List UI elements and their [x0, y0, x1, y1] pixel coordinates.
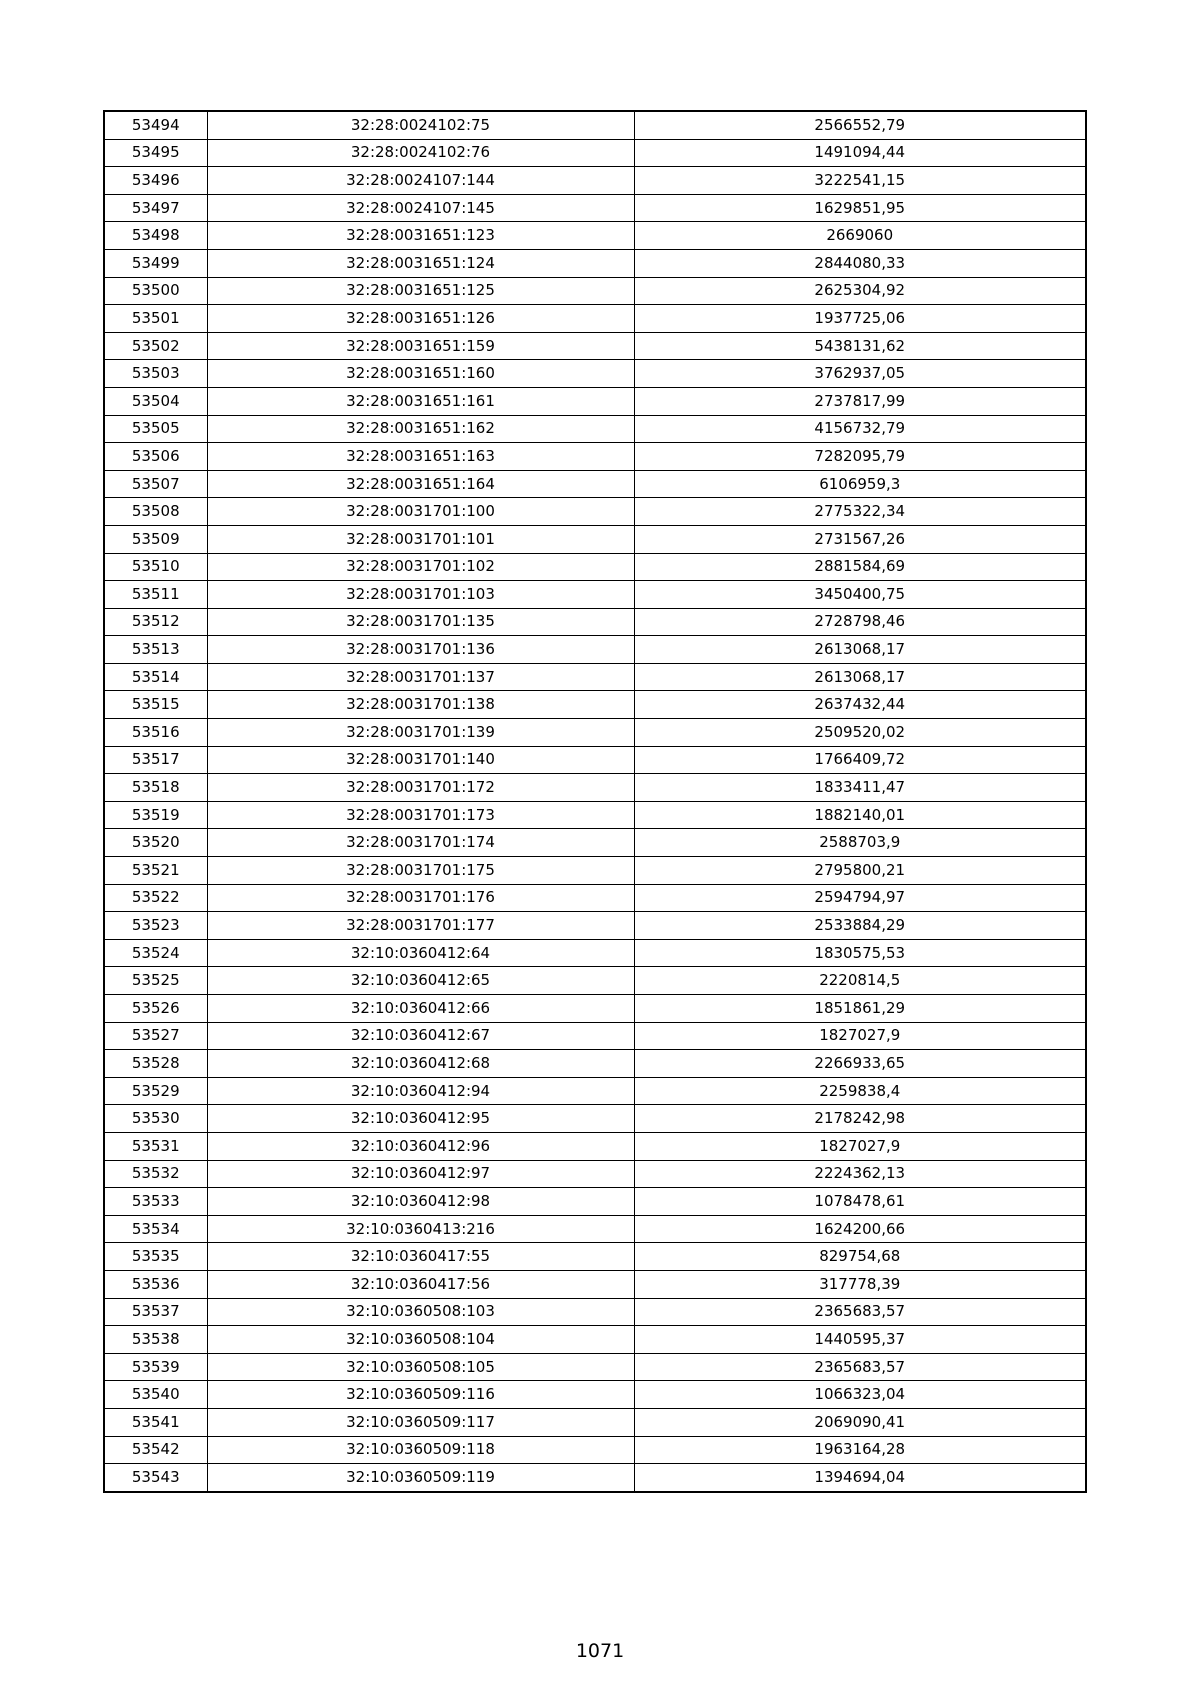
cadastral-number-cell: 32:28:0031701:138	[207, 691, 634, 719]
table-row	[104, 912, 1086, 940]
table-row	[104, 553, 1086, 581]
row-number-cell: 53543	[104, 1464, 207, 1492]
cadastral-value-cell: 2588703,9	[634, 829, 1086, 857]
cadastral-number-cell: 32:28:0031701:176	[207, 884, 634, 912]
row-number-cell: 53515	[104, 691, 207, 719]
cadastral-number-cell: 32:28:0031701:103	[207, 581, 634, 609]
cadastral-number-cell: 32:28:0031651:123	[207, 222, 634, 250]
table-row	[104, 139, 1086, 167]
row-number-cell: 53494	[104, 111, 207, 139]
table-row	[104, 1077, 1086, 1105]
table-row	[104, 249, 1086, 277]
cadastral-value-cell: 4156732,79	[634, 415, 1086, 443]
cadastral-number-cell: 32:28:0031701:137	[207, 663, 634, 691]
row-number-cell: 53528	[104, 1050, 207, 1078]
cadastral-value-cell: 2594794,97	[634, 884, 1086, 912]
cadastral-value-cell: 2224362,13	[634, 1160, 1086, 1188]
cadastral-number-cell: 32:10:0360412:66	[207, 995, 634, 1023]
table-row	[104, 1105, 1086, 1133]
cadastral-value-cell: 2844080,33	[634, 249, 1086, 277]
cadastral-value-cell: 829754,68	[634, 1243, 1086, 1271]
row-number-cell: 53501	[104, 305, 207, 333]
row-number-cell: 53527	[104, 1022, 207, 1050]
table-row	[104, 581, 1086, 609]
table-row	[104, 1160, 1086, 1188]
cadastral-value-cell: 2220814,5	[634, 967, 1086, 995]
cadastral-value-cell: 1066323,04	[634, 1381, 1086, 1409]
cadastral-value-cell: 1078478,61	[634, 1188, 1086, 1216]
row-number-cell: 53497	[104, 194, 207, 222]
table-row	[104, 1050, 1086, 1078]
row-number-cell: 53513	[104, 636, 207, 664]
cadastral-number-cell: 32:28:0031701:140	[207, 746, 634, 774]
table-row	[104, 995, 1086, 1023]
table-row	[104, 774, 1086, 802]
cadastral-value-cell: 2533884,29	[634, 912, 1086, 940]
cadastral-number-cell: 32:10:0360417:56	[207, 1270, 634, 1298]
row-number-cell: 53522	[104, 884, 207, 912]
cadastral-number-cell: 32:28:0031701:135	[207, 608, 634, 636]
cadastral-number-cell: 32:28:0031701:136	[207, 636, 634, 664]
cadastral-number-cell: 32:10:0360412:96	[207, 1132, 634, 1160]
row-number-cell: 53503	[104, 360, 207, 388]
row-number-cell: 53511	[104, 581, 207, 609]
cadastral-value-cell: 5438131,62	[634, 332, 1086, 360]
cadastral-value-cell: 3762937,05	[634, 360, 1086, 388]
cadastral-value-cell: 317778,39	[634, 1270, 1086, 1298]
cadastral-number-cell: 32:10:0360412:95	[207, 1105, 634, 1133]
table-row	[104, 1132, 1086, 1160]
cadastral-number-cell: 32:28:0024107:144	[207, 167, 634, 195]
table-row	[104, 415, 1086, 443]
table-row	[104, 222, 1086, 250]
row-number-cell: 53540	[104, 1381, 207, 1409]
cadastral-value-cell: 1827027,9	[634, 1022, 1086, 1050]
table-row	[104, 1353, 1086, 1381]
cadastral-value-cell: 2637432,44	[634, 691, 1086, 719]
row-number-cell: 53518	[104, 774, 207, 802]
row-number-cell: 53508	[104, 498, 207, 526]
table-row	[104, 1326, 1086, 1354]
cadastral-value-cell: 1851861,29	[634, 995, 1086, 1023]
cadastral-number-cell: 32:10:0360508:103	[207, 1298, 634, 1326]
row-number-cell: 53521	[104, 857, 207, 885]
cadastral-number-cell: 32:28:0031651:163	[207, 443, 634, 471]
cadastral-value-cell: 1963164,28	[634, 1436, 1086, 1464]
row-number-cell: 53523	[104, 912, 207, 940]
table-row	[104, 525, 1086, 553]
table-row	[104, 387, 1086, 415]
cadastral-number-cell: 32:28:0031701:102	[207, 553, 634, 581]
cadastral-number-cell: 32:10:0360412:67	[207, 1022, 634, 1050]
row-number-cell: 53500	[104, 277, 207, 305]
cadastral-value-cell: 1937725,06	[634, 305, 1086, 333]
cadastral-number-cell: 32:10:0360509:118	[207, 1436, 634, 1464]
cadastral-value-cell: 2881584,69	[634, 553, 1086, 581]
cadastral-value-cell: 2795800,21	[634, 857, 1086, 885]
table-row	[104, 1243, 1086, 1271]
row-number-cell: 53526	[104, 995, 207, 1023]
cadastral-value-cell: 2266933,65	[634, 1050, 1086, 1078]
table-row	[104, 1188, 1086, 1216]
cadastral-value-cell: 2178242,98	[634, 1105, 1086, 1133]
row-number-cell: 53530	[104, 1105, 207, 1133]
cadastral-value-cell: 1766409,72	[634, 746, 1086, 774]
cadastral-number-cell: 32:10:0360412:64	[207, 939, 634, 967]
row-number-cell: 53536	[104, 1270, 207, 1298]
row-number-cell: 53506	[104, 443, 207, 471]
table-row	[104, 746, 1086, 774]
cadastral-value-cell: 1491094,44	[634, 139, 1086, 167]
cadastral-number-cell: 32:28:0031651:125	[207, 277, 634, 305]
table-row	[104, 470, 1086, 498]
cadastral-number-cell: 32:10:0360412:98	[207, 1188, 634, 1216]
table-row	[104, 829, 1086, 857]
cadastral-number-cell: 32:28:0024102:76	[207, 139, 634, 167]
cadastral-value-cell: 3450400,75	[634, 581, 1086, 609]
table-row	[104, 939, 1086, 967]
cadastral-number-cell: 32:28:0031651:161	[207, 387, 634, 415]
cadastral-value-cell: 1624200,66	[634, 1215, 1086, 1243]
cadastral-number-cell: 32:28:0031651:160	[207, 360, 634, 388]
row-number-cell: 53541	[104, 1408, 207, 1436]
cadastral-number-cell: 32:10:0360509:117	[207, 1408, 634, 1436]
table-row	[104, 691, 1086, 719]
row-number-cell: 53509	[104, 525, 207, 553]
cadastral-value-cell: 2613068,17	[634, 663, 1086, 691]
cadastral-number-cell: 32:10:0360509:119	[207, 1464, 634, 1492]
table-row	[104, 801, 1086, 829]
row-number-cell: 53524	[104, 939, 207, 967]
cadastral-number-cell: 32:28:0031651:162	[207, 415, 634, 443]
table-row	[104, 1298, 1086, 1326]
table-row	[104, 1381, 1086, 1409]
row-number-cell: 53514	[104, 663, 207, 691]
cadastral-value-cell: 2566552,79	[634, 111, 1086, 139]
table-row	[104, 360, 1086, 388]
cadastral-value-cell: 6106959,3	[634, 470, 1086, 498]
table-row	[104, 967, 1086, 995]
cadastral-value-cell: 2731567,26	[634, 525, 1086, 553]
row-number-cell: 53504	[104, 387, 207, 415]
cadastral-value-cell: 1440595,37	[634, 1326, 1086, 1354]
row-number-cell: 53529	[104, 1077, 207, 1105]
table-row	[104, 636, 1086, 664]
cadastral-value-cell: 2728798,46	[634, 608, 1086, 636]
table-row	[104, 332, 1086, 360]
cadastral-value-cell: 2069090,41	[634, 1408, 1086, 1436]
cadastral-number-cell: 32:28:0024102:75	[207, 111, 634, 139]
cadastral-value-cell: 2365683,57	[634, 1298, 1086, 1326]
cadastral-number-cell: 32:10:0360412:94	[207, 1077, 634, 1105]
cadastral-value-cell: 1833411,47	[634, 774, 1086, 802]
cadastral-number-cell: 32:28:0031701:173	[207, 801, 634, 829]
cadastral-number-cell: 32:10:0360412:65	[207, 967, 634, 995]
cadastral-number-cell: 32:28:0031651:164	[207, 470, 634, 498]
row-number-cell: 53505	[104, 415, 207, 443]
page-number: 1071	[575, 1640, 625, 1662]
table-row	[104, 663, 1086, 691]
row-number-cell: 53495	[104, 139, 207, 167]
row-number-cell: 53510	[104, 553, 207, 581]
row-number-cell: 53499	[104, 249, 207, 277]
cadastral-value-cell: 2737817,99	[634, 387, 1086, 415]
cadastral-number-cell: 32:28:0031701:139	[207, 719, 634, 747]
table-row	[104, 857, 1086, 885]
cadastral-number-cell: 32:10:0360412:97	[207, 1160, 634, 1188]
cadastral-number-cell: 32:10:0360508:105	[207, 1353, 634, 1381]
row-number-cell: 53519	[104, 801, 207, 829]
cadastral-number-cell: 32:10:0360509:116	[207, 1381, 634, 1409]
cadastral-number-cell: 32:28:0031701:101	[207, 525, 634, 553]
cadastral-value-cell: 1830575,53	[634, 939, 1086, 967]
cadastral-value-cell: 1827027,9	[634, 1132, 1086, 1160]
table-row	[104, 305, 1086, 333]
cadastral-number-cell: 32:28:0031701:100	[207, 498, 634, 526]
cadastral-value-cell: 7282095,79	[634, 443, 1086, 471]
cadastral-value-cell: 2669060	[634, 222, 1086, 250]
cadastral-number-cell: 32:28:0024107:145	[207, 194, 634, 222]
table-row	[104, 277, 1086, 305]
cadastral-value-cell: 2613068,17	[634, 636, 1086, 664]
table-row	[104, 498, 1086, 526]
table-row	[104, 111, 1086, 139]
cadastral-number-cell: 32:28:0031701:175	[207, 857, 634, 885]
cadastral-number-cell: 32:28:0031701:172	[207, 774, 634, 802]
cadastral-number-cell: 32:28:0031701:177	[207, 912, 634, 940]
row-number-cell: 53535	[104, 1243, 207, 1271]
row-number-cell: 53538	[104, 1326, 207, 1354]
row-number-cell: 53517	[104, 746, 207, 774]
cadastral-value-cell: 2775322,34	[634, 498, 1086, 526]
row-number-cell: 53502	[104, 332, 207, 360]
table-row	[104, 1022, 1086, 1050]
row-number-cell: 53496	[104, 167, 207, 195]
table-body	[104, 111, 1086, 1492]
cadastral-value-cell: 1629851,95	[634, 194, 1086, 222]
cadastral-number-cell: 32:28:0031701:174	[207, 829, 634, 857]
row-number-cell: 53537	[104, 1298, 207, 1326]
table-row	[104, 1464, 1086, 1492]
row-number-cell: 53532	[104, 1160, 207, 1188]
table-row	[104, 194, 1086, 222]
cadastral-number-cell: 32:10:0360508:104	[207, 1326, 634, 1354]
table-row	[104, 1408, 1086, 1436]
cadastral-number-cell: 32:28:0031651:124	[207, 249, 634, 277]
row-number-cell: 53520	[104, 829, 207, 857]
table-row	[104, 1270, 1086, 1298]
row-number-cell: 53507	[104, 470, 207, 498]
row-number-cell: 53516	[104, 719, 207, 747]
row-number-cell: 53539	[104, 1353, 207, 1381]
table-row	[104, 167, 1086, 195]
cadastral-value-cell: 2625304,92	[634, 277, 1086, 305]
cadastral-value-cell: 2509520,02	[634, 719, 1086, 747]
row-number-cell: 53533	[104, 1188, 207, 1216]
cadastral-value-cell: 2259838,4	[634, 1077, 1086, 1105]
table-row	[104, 608, 1086, 636]
cadastral-number-cell: 32:28:0031651:159	[207, 332, 634, 360]
cadastral-value-table	[103, 110, 1087, 1493]
table-row	[104, 1215, 1086, 1243]
cadastral-value-cell: 2365683,57	[634, 1353, 1086, 1381]
row-number-cell: 53531	[104, 1132, 207, 1160]
row-number-cell: 53498	[104, 222, 207, 250]
row-number-cell: 53525	[104, 967, 207, 995]
cadastral-number-cell: 32:10:0360417:55	[207, 1243, 634, 1271]
cadastral-number-cell: 32:10:0360412:68	[207, 1050, 634, 1078]
cadastral-number-cell: 32:28:0031651:126	[207, 305, 634, 333]
table-row	[104, 884, 1086, 912]
cadastral-value-cell: 1394694,04	[634, 1464, 1086, 1492]
row-number-cell: 53512	[104, 608, 207, 636]
cadastral-number-cell: 32:10:0360413:216	[207, 1215, 634, 1243]
table-row	[104, 1436, 1086, 1464]
row-number-cell: 53542	[104, 1436, 207, 1464]
table-row	[104, 443, 1086, 471]
cadastral-value-cell: 1882140,01	[634, 801, 1086, 829]
row-number-cell: 53534	[104, 1215, 207, 1243]
table-row	[104, 719, 1086, 747]
cadastral-value-cell: 3222541,15	[634, 167, 1086, 195]
